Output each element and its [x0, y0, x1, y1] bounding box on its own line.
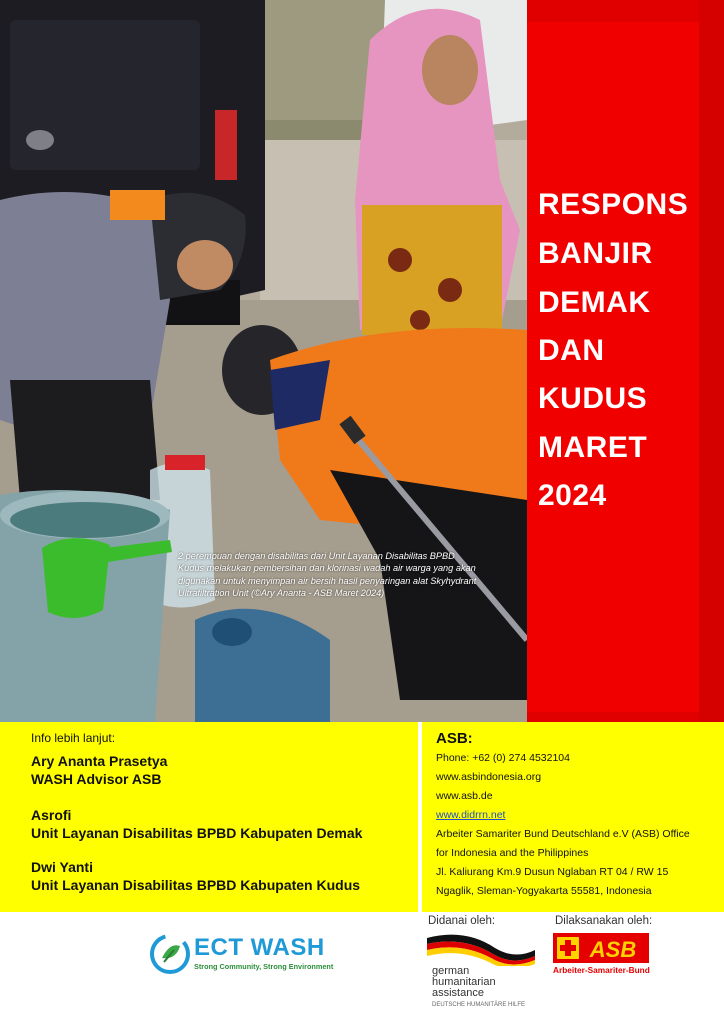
title-line-7: 2024	[538, 479, 607, 512]
asb-web-3-link[interactable]: www.didrrn.net	[436, 809, 506, 821]
asb-office-line-2: for Indonesia and the Philippines	[436, 847, 589, 859]
asb-office-line-1: Arbeiter Samariter Bund Deutschland e.V (ASB) Office	[436, 828, 690, 840]
asb-logo-name: ASB	[589, 937, 637, 962]
asb-address-line-2: Ngaglik, Sleman-Yogyakarta 55581, Indonesia	[436, 885, 652, 897]
photo-caption: 2 perempuan dengan disabilitas dari Unit Layanan Disabilitas BPBD Kudus melakukan pembersihan dan klorinasi wadah air warga yang akan digunakan untuk menyimpan air bersih hasil penyaringan alat Skyhydrant Ultrafiltration Unit (©Ary Ananta - ASB Maret 2024)	[178, 551, 477, 599]
contact-3-role: Unit Layanan Disabilitas BPBD Kabupaten Kudus	[31, 877, 361, 893]
contact-1-name: Ary Ananta Prasetya	[31, 753, 168, 769]
title-line-5: KUDUS	[538, 382, 648, 415]
contact-3-name: Dwi Yanti	[31, 859, 93, 875]
funded-by-label: Didanai oleh:	[428, 915, 496, 927]
ect-wash-name: ECT WASH	[194, 934, 325, 961]
gha-line-1: german	[432, 965, 470, 977]
info-label: Info lebih lanjut:	[31, 731, 116, 745]
asb-logo	[553, 933, 649, 983]
gha-line-3: assistance	[432, 987, 484, 999]
contact-2-name: Asrofi	[31, 807, 72, 823]
asb-heading: ASB:	[436, 730, 473, 747]
ect-wash-tagline: Strong Community, Strong Environment	[194, 962, 334, 971]
implemented-by-label: Dilaksanakan oleh:	[555, 915, 653, 927]
title-line-4: DAN	[538, 334, 605, 367]
leaf-cycle-icon	[148, 932, 192, 976]
title-line-6: MARET	[538, 431, 648, 464]
asb-phone: Phone: +62 (0) 274 4532104	[436, 752, 570, 764]
asb-web-1[interactable]: www.asbindonesia.org	[436, 771, 542, 783]
title-line-1: RESPONS	[538, 188, 689, 221]
gha-line-4: DEUTSCHE HUMANITÄRE HILFE	[432, 1002, 526, 1008]
asb-web-2[interactable]: www.asb.de	[436, 790, 493, 802]
asb-address-line-1: Jl. Kaliurang Km.9 Dusun Nglaban RT 04 / RW 15	[436, 866, 669, 878]
german-flag-swoosh-icon	[425, 930, 537, 966]
gha-line-2: humanitarian	[432, 976, 496, 988]
samaritan-cross-icon	[553, 933, 649, 963]
contact-1-role: WASH Advisor ASB	[31, 771, 162, 787]
title-line-2: BANJIR	[538, 237, 653, 270]
german-humanitarian-assistance-logo	[425, 930, 540, 1010]
title-panel-edge	[699, 0, 724, 722]
contact-2-role: Unit Layanan Disabilitas BPBD Kabupaten Demak	[31, 825, 363, 841]
title-panel-inner	[527, 22, 699, 712]
title-line-3: DEMAK	[538, 286, 651, 319]
ect-wash-logo	[148, 930, 348, 978]
asb-logo-tagline: Arbeiter-Samariter-Bund	[553, 965, 650, 975]
